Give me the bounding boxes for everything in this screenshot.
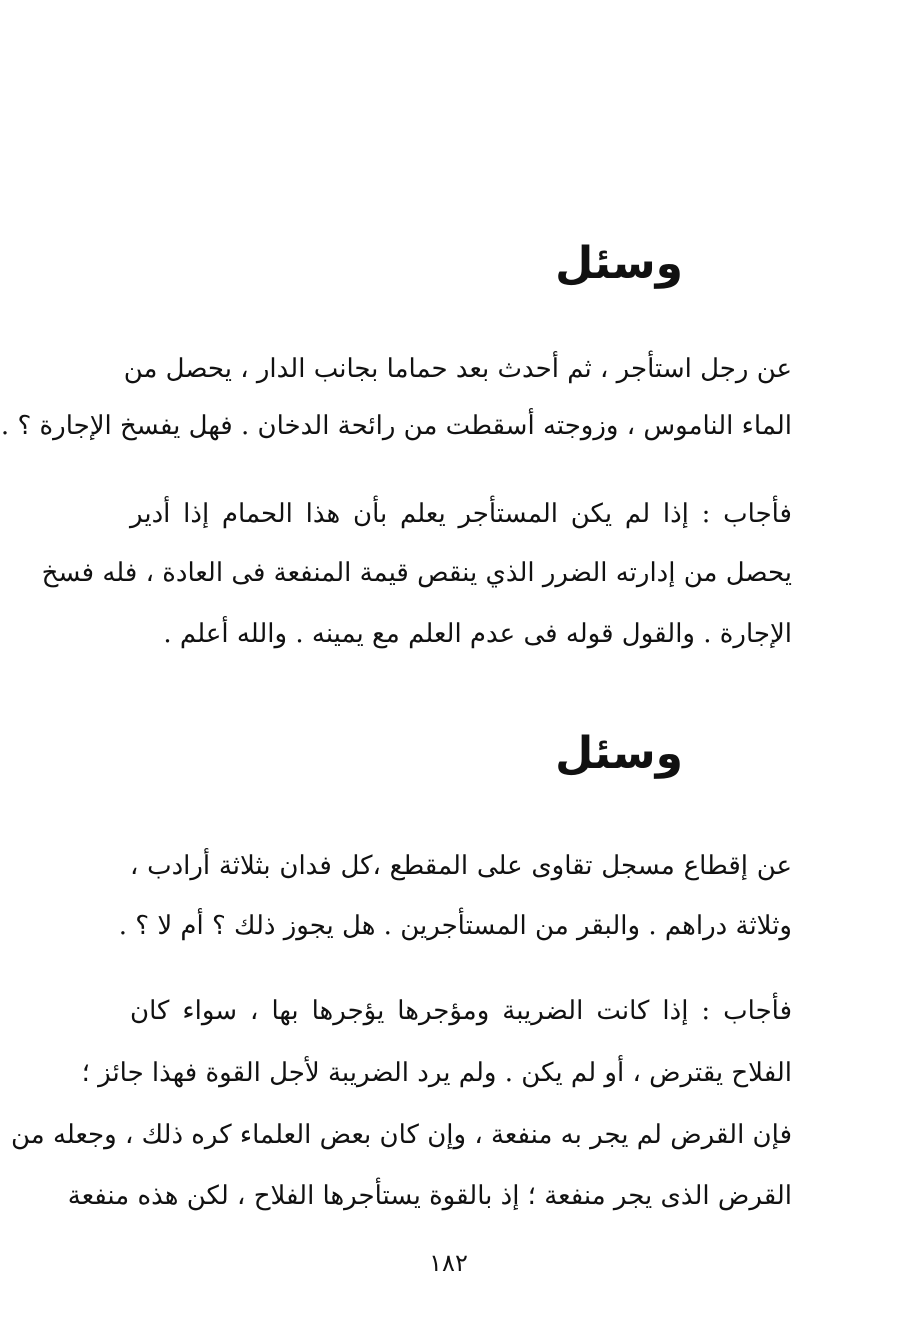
section-heading-2: وسئل bbox=[555, 728, 683, 779]
page-number: ١٨٢ bbox=[429, 1249, 468, 1277]
answer-2-line-3: فإن القرض لم يجر به منفعة ، وإن كان بعض العلماء كره ذلك ، وجعله من bbox=[10, 1120, 792, 1150]
answer-1-line-2: يحصل من إدارته الضرر الذي ينقص قيمة المنفعة فى العادة ، فله فسخ bbox=[41, 558, 792, 588]
question-1-line-2: الماء الناموس ، وزوجته أسقطت من رائحة الدخان . فهل يفسخ الإجارة ؟ . bbox=[0, 411, 792, 441]
answer-2-line-2: الفلاح يقترض ، أو لم يكن . ولم يرد الضريبة لأجل القوة فهذا جائز ؛ bbox=[81, 1058, 792, 1088]
question-2-line-2: وثلاثة دراهم . والبقر من المستأجرين . هل يجوز ذلك ؟ أم لا ؟ . bbox=[118, 911, 792, 941]
answer-1-line-3: الإجارة . والقول قوله فى عدم العلم مع يمينه . والله أعلم . bbox=[163, 619, 792, 649]
question-2-line-1: عن إقطاع مسجل تقاوى على المقطع ،كل فدان بثلاثة أرادب ، bbox=[130, 851, 792, 881]
answer-2-line-1: فأجاب : إذا كانت الضريبة ومؤجرها يؤجرها بها ، سواء كان bbox=[130, 996, 792, 1026]
answer-2-line-4: القرض الذى يجر منفعة ؛ إذ بالقوة يستأجرها الفلاح ، لكن هذه منفعة bbox=[67, 1181, 792, 1211]
question-1-line-1: عن رجل استأجر ، ثم أحدث بعد حماما بجانب الدار ، يحصل من bbox=[123, 354, 792, 384]
section-heading-1: وسئل bbox=[555, 238, 683, 289]
answer-1-line-1: فأجاب : إذا لم يكن المستأجر يعلم بأن هذا الحمام إذا أدير bbox=[130, 499, 792, 529]
